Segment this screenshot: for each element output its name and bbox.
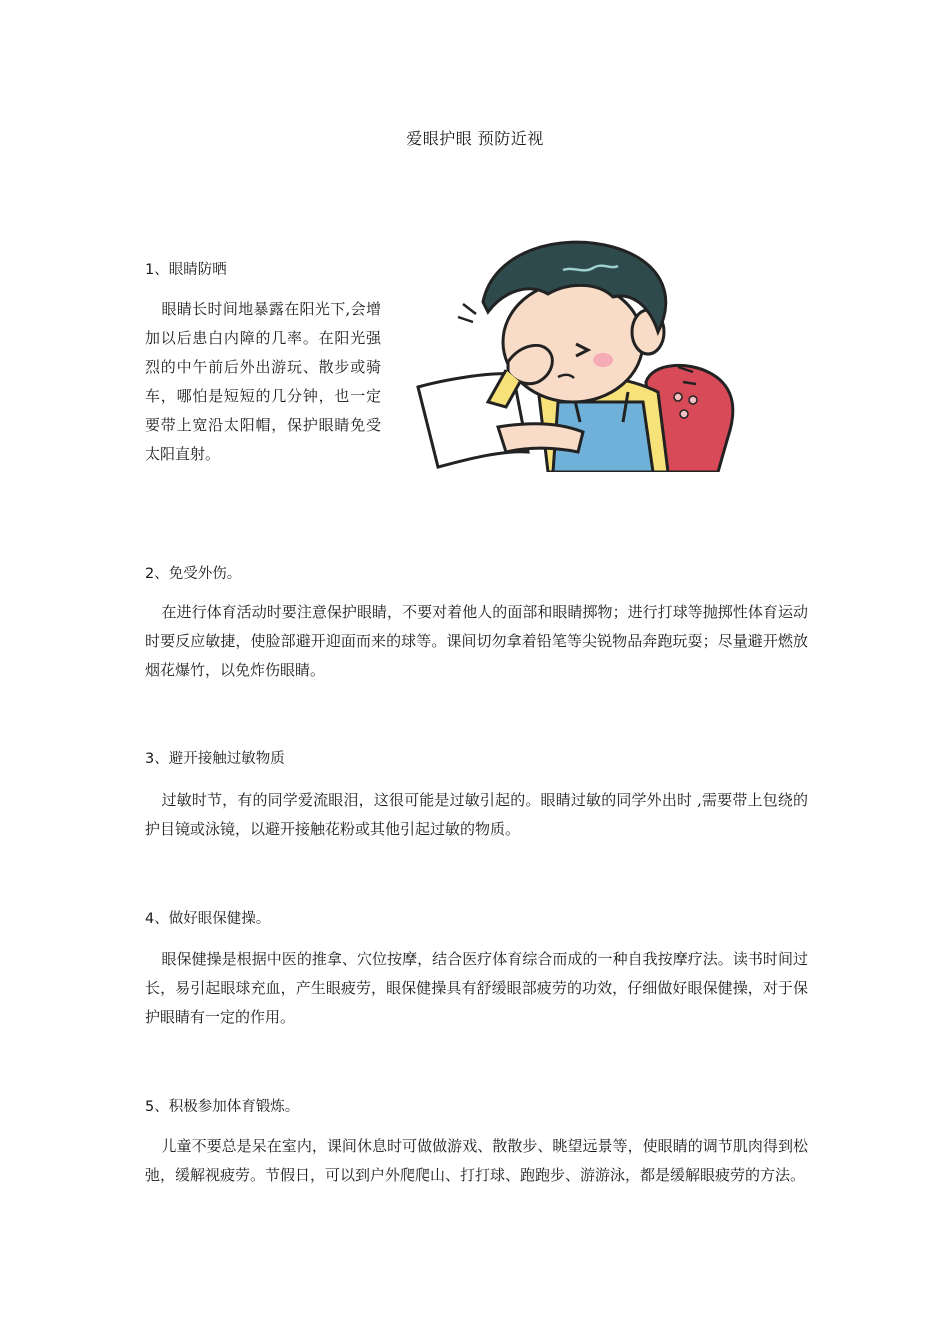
section-4-body: 眼保健操是根据中医的推拿、穴位按摩，结合医疗体育综合而成的一种自我按摩疗法。读书时间过长，易引起眼球充血，产生眼疲劳，眼保健操具有舒缓眼部疲劳的功效，仔细做好眼保健操，对于保护眼睛有一定的作用。 bbox=[145, 950, 808, 1026]
illustration-svg bbox=[388, 222, 780, 472]
section-2-heading: 2、免受外伤。 bbox=[145, 566, 242, 582]
section-4-heading: 4、做好眼保健操。 bbox=[145, 911, 271, 927]
section-1-body: 眼睛长时间地暴露在阳光下,会增加以后患白内障的几率。在阳光强烈的中午前后外出游玩、散步或骑车，哪怕是短短的几分钟，也一定要带上宽沿太阳帽，保护眼睛免受太阳直射。 bbox=[145, 300, 381, 463]
section-2-body: 在进行体育活动时要注意保护眼睛，不要对着他人的面部和眼睛掷物；进行打球等抛掷性体育运动时要反应敏捷，使脸部避开迎面而来的球等。课间切勿拿着铅笔等尖锐物品奔跑玩耍；尽量避开燃放烟花爆竹，以免炸伤眼睛。 bbox=[145, 603, 808, 679]
section-5-body: 儿童不要总是呆在室内，课间休息时可做做游戏、散散步、眺望远景等，使眼睛的调节肌肉得到松弛，缓解视疲劳。节假日，可以到户外爬爬山、打打球、跑跑步、游游泳，都是缓解眼疲劳的方法。 bbox=[145, 1137, 808, 1184]
boy-rubbing-eye-illustration bbox=[388, 222, 780, 472]
section-1-heading: 1、眼睛防晒 bbox=[145, 262, 227, 278]
section-3-heading: 3、避开接触过敏物质 bbox=[145, 751, 285, 767]
page-title: 爱眼护眼 预防近视 bbox=[406, 129, 544, 148]
section-5-heading: 5、积极参加体育锻炼。 bbox=[145, 1099, 300, 1115]
section-3-body: 过敏时节，有的同学爱流眼泪，这很可能是过敏引起的。眼睛过敏的同学外出时 ,需要带上包绕的护目镜或泳镜，以避开接触花粉或其他引起过敏的物质。 bbox=[145, 791, 808, 838]
